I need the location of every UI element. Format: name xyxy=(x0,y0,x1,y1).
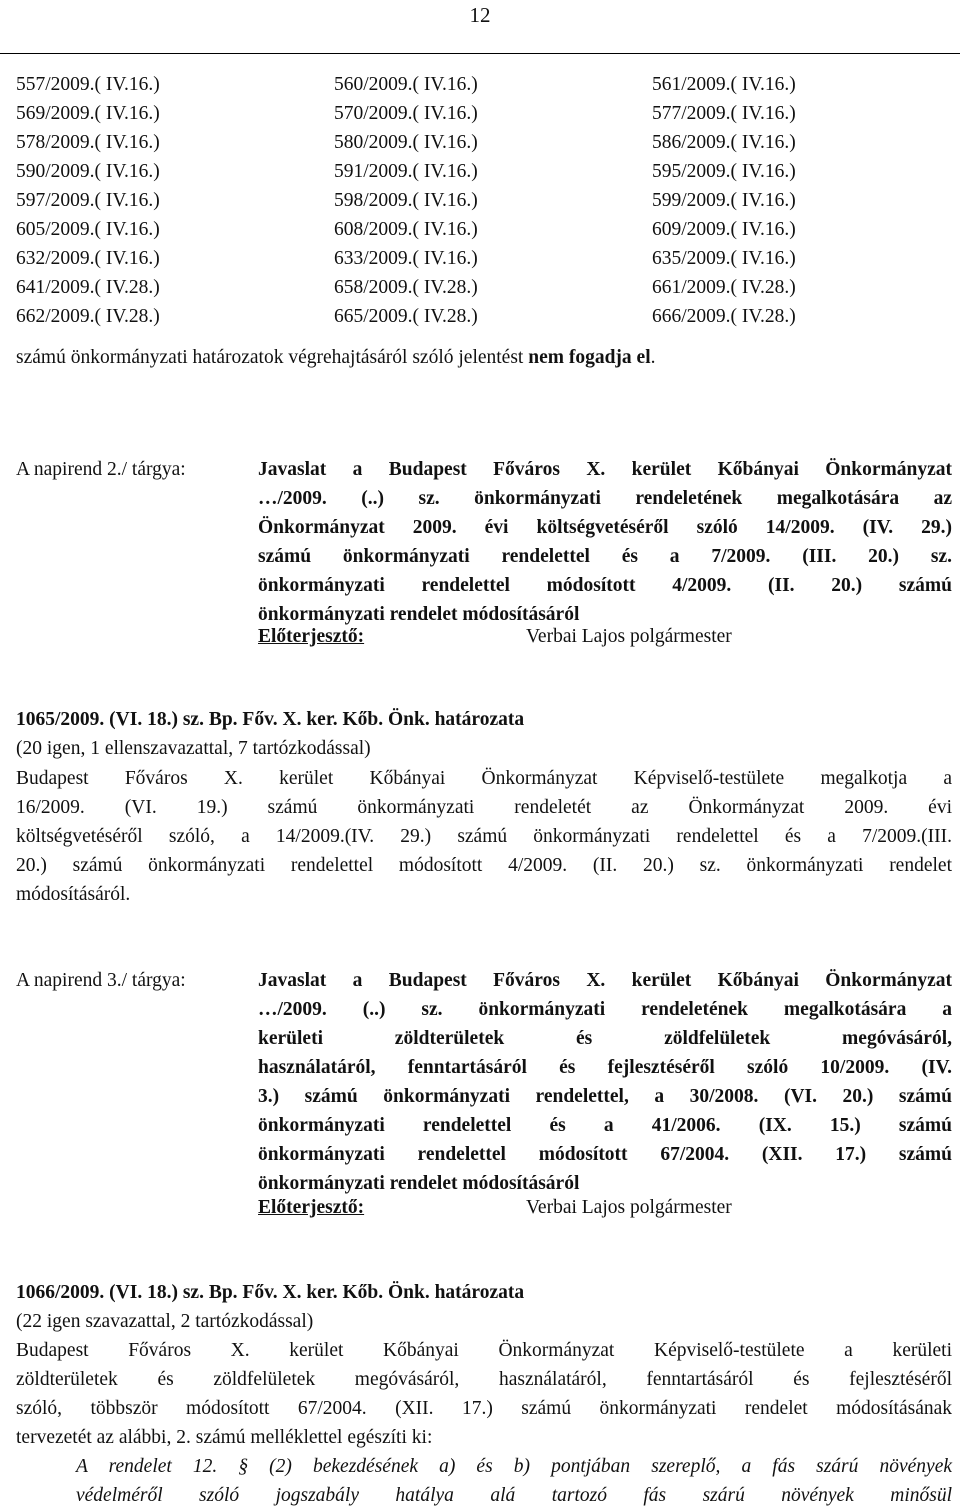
table-cell: 578/2009.( IV.16.) xyxy=(16,132,160,153)
agenda2-line: számú önkormányzati rendelettel és a 7/2009. (III. 20.) sz. xyxy=(258,546,952,567)
table-cell: 569/2009.( IV.16.) xyxy=(16,103,160,124)
table-row xyxy=(16,157,946,186)
agenda3-label: A napirend 3./ tárgya: xyxy=(16,970,186,991)
agenda3-line: használatáról, fenntartásáról és fejlesztéséről szóló 10/2009. (IV. xyxy=(258,1057,952,1078)
resolution1065-line: Budapest Főváros X. kerület Kőbányai Önkormányzat Képviselő-testülete megalkotja a xyxy=(16,768,952,789)
agenda3-presenter-label: Előterjesztő: xyxy=(258,1197,365,1218)
table-row xyxy=(16,215,946,244)
resolution1066-line: zöldterületek és zöldfelületek megóvásáról, használatáról, fenntartásáról és fejlesztéséről xyxy=(16,1369,952,1390)
table-cell: 570/2009.( IV.16.) xyxy=(334,103,478,124)
table-cell: 605/2009.( IV.16.) xyxy=(16,219,160,240)
agenda3-presenter: Verbai Lajos polgármester xyxy=(526,1197,732,1218)
agenda2-line: Javaslat a Budapest Főváros X. kerület Kőbányai Önkormányzat xyxy=(258,459,952,480)
table-cell: 590/2009.( IV.16.) xyxy=(16,161,160,182)
table-cell: 591/2009.( IV.16.) xyxy=(334,161,478,182)
resolution1066-line: szóló, többször módosított 67/2004. (XII. 17.) számú önkormányzati rendelet módosításának xyxy=(16,1398,952,1419)
table-row xyxy=(16,186,946,215)
table-cell: 662/2009.( IV.28.) xyxy=(16,306,160,327)
table-row xyxy=(16,244,946,273)
resolution1065-line: módosításáról. xyxy=(16,884,131,905)
agenda2-presenter: Verbai Lajos polgármester xyxy=(526,626,732,647)
table-cell: 665/2009.( IV.28.) xyxy=(334,306,478,327)
conclusion-bold: nem fogadja el xyxy=(528,347,651,368)
table-cell: 577/2009.( IV.16.) xyxy=(652,103,796,124)
agenda3-line: Javaslat a Budapest Főváros X. kerület Kőbányai Önkormányzat xyxy=(258,970,952,991)
table-cell: 666/2009.( IV.28.) xyxy=(652,306,796,327)
resolution1066-title: 1066/2009. (VI. 18.) sz. Bp. Főv. X. ker. Kőb. Önk. határozata xyxy=(16,1282,525,1303)
quote-line: védelméről szóló jogszabály hatálya alá tartozó fás szárú növények minősül xyxy=(76,1485,952,1506)
table-cell: 597/2009.( IV.16.) xyxy=(16,190,160,211)
table-row xyxy=(16,70,946,99)
resolution1066-body xyxy=(16,1336,952,1452)
table-cell: 658/2009.( IV.28.) xyxy=(334,277,478,298)
table-cell: 632/2009.( IV.16.) xyxy=(16,248,160,269)
agenda2-line: Önkormányzat 2009. évi költségvetéséről szóló 14/2009. (IV. 29.) xyxy=(258,517,952,538)
table-cell: 595/2009.( IV.16.) xyxy=(652,161,796,182)
agenda2-line: önkormányzati rendelettel módosított 4/2009. (II. 20.) számú xyxy=(258,575,952,596)
table-cell: 561/2009.( IV.16.) xyxy=(652,74,796,95)
table-cell: 609/2009.( IV.16.) xyxy=(652,219,796,240)
table-cell: 557/2009.( IV.16.) xyxy=(16,74,160,95)
resolution1065-votes: (20 igen, 1 ellenszavazattal, 7 tartózkodással) xyxy=(16,738,371,759)
resolution1066-line: Budapest Főváros X. kerület Kőbányai Önkormányzat Képviselő-testülete a kerületi xyxy=(16,1340,952,1361)
agenda3-line: 3.) számú önkormányzati rendelettel, a 30/2008. (VI. 20.) számú xyxy=(258,1086,952,1107)
agenda3-line: önkormányzati rendelettel módosított 67/2004. (XII. 17.) számú xyxy=(258,1144,952,1165)
table-cell: 641/2009.( IV.28.) xyxy=(16,277,160,298)
resolution1065-body xyxy=(16,764,952,909)
agenda3-line: önkormányzati rendelettel és a 41/2006. (IX. 15.) számú xyxy=(258,1115,952,1136)
resolution1065-line: 20.) számú önkormányzati rendelettel módosított 4/2009. (II. 20.) sz. önkormányzati rendelet xyxy=(16,855,952,876)
table-cell: 633/2009.( IV.16.) xyxy=(334,248,478,269)
resolution1066-votes: (22 igen szavazattal, 2 tartózkodással) xyxy=(16,1311,314,1332)
header-rule xyxy=(0,53,960,54)
agenda2-line: önkormányzati rendelet módosításáról xyxy=(258,604,580,625)
agenda3-line: kerületi zöldterületek és zöldfelületek megóvásáról, xyxy=(258,1028,952,1049)
table-cell: 608/2009.( IV.16.) xyxy=(334,219,478,240)
agenda2-line: …/2009. (..) sz. önkormányzati rendeletének megalkotására az xyxy=(258,488,952,509)
conclusion-text xyxy=(16,343,656,372)
agenda2-presenter-label: Előterjesztő: xyxy=(258,626,365,647)
resolution1065-title: 1065/2009. (VI. 18.) sz. Bp. Főv. X. ker. Kőb. Önk. határozata xyxy=(16,709,525,730)
table-row xyxy=(16,302,946,331)
table-cell: 599/2009.( IV.16.) xyxy=(652,190,796,211)
table-cell: 598/2009.( IV.16.) xyxy=(334,190,478,211)
table-cell: 661/2009.( IV.28.) xyxy=(652,277,796,298)
conclusion-plain: számú önkormányzati határozatok végrehajtásáról szóló jelentést xyxy=(16,347,529,368)
table-cell: 560/2009.( IV.16.) xyxy=(334,74,478,95)
agenda2-label: A napirend 2./ tárgya: xyxy=(16,459,186,480)
resolution1065-line: 16/2009. (VI. 19.) számú önkormányzati rendeletét az Önkormányzat 2009. évi xyxy=(16,797,952,818)
table-row xyxy=(16,99,946,128)
resolution1066-line: tervezetét az alábbi, 2. számú melléklettel egészíti ki: xyxy=(16,1427,433,1448)
table-cell: 580/2009.( IV.16.) xyxy=(334,132,478,153)
conclusion-end: . xyxy=(650,347,656,368)
table-cell: 635/2009.( IV.16.) xyxy=(652,248,796,269)
table-row xyxy=(16,273,946,302)
agenda3-line: …/2009. (..) sz. önkormányzati rendeletének megalkotására a xyxy=(258,999,952,1020)
table-row xyxy=(16,128,946,157)
table-cell: 586/2009.( IV.16.) xyxy=(652,132,796,153)
quote-line: A rendelet 12. § (2) bekezdésének a) és b) pontjában szereplő, a fás szárú növények xyxy=(76,1456,952,1477)
resolution1065-line: költségvetéséről szóló, a 14/2009.(IV. 29.) számú önkormányzati rendelettel és a 7/2009.(III. xyxy=(16,826,952,847)
page-number: 12 xyxy=(469,3,491,27)
agenda3-line: önkormányzati rendelet módosításáról xyxy=(258,1173,580,1194)
agenda2-subject xyxy=(258,455,952,629)
resolution-number-table xyxy=(16,70,946,331)
agenda3-subject xyxy=(258,966,952,1198)
resolution1066-quote xyxy=(76,1452,952,1507)
